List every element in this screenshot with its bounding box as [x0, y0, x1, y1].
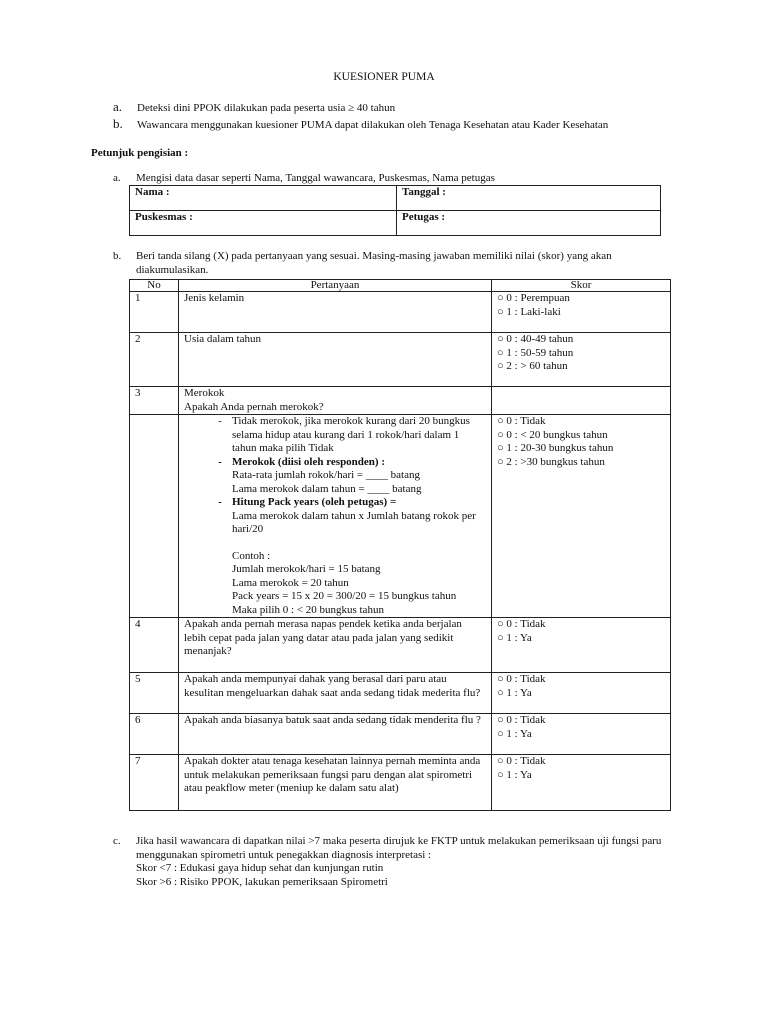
option-item[interactable]: ○ 1 : Ya — [497, 631, 532, 644]
sub-item-title: Hitung Pack years (oleh petugas) = — [232, 496, 397, 508]
score-options — [492, 755, 671, 811]
table-row — [130, 755, 671, 811]
score-options — [492, 292, 671, 333]
petugas-field[interactable]: Petugas : — [397, 211, 661, 236]
table-row — [130, 714, 671, 755]
puskesmas-field[interactable]: Puskesmas : — [130, 211, 397, 236]
example-line: Lama merokok = 20 tahun — [232, 576, 349, 589]
section-text: Mengisi data dasar seperti Nama, Tanggal wawancara, Puskesmas, Nama petugas — [136, 172, 495, 184]
table-header-row — [130, 280, 671, 292]
intro-item — [113, 116, 713, 133]
sub-item-line: Rata-rata jumlah rokok/hari = ____ batang — [232, 469, 420, 481]
score-options — [492, 618, 671, 673]
question-text: Apakah dokter atau tenaga kesehatan lainnya pernah meminta anda untuk melakukan pemeriksaan fungsi paru dengan alat spirometri atau peakflow meter (meniup ke dalam satu alat) — [179, 755, 492, 811]
option-item[interactable]: ○ 0 : Tidak — [497, 714, 546, 726]
option-item[interactable]: ○ 2 : >30 bungkus tahun — [497, 455, 605, 468]
option-item[interactable]: ○ 1 : 50-59 tahun — [497, 346, 574, 359]
example-line: Jumlah merokok/hari = 15 batang — [232, 563, 381, 575]
question-text: Apakah anda pernah merasa napas pendek ketika anda berjalan lebih cepat pada jalan yang datar atau pada jalan yang sedikit menanjak? — [179, 618, 492, 673]
example-block — [232, 550, 486, 618]
score-options — [492, 333, 671, 387]
option-item[interactable]: ○ 0 : Tidak — [497, 755, 546, 767]
option-item[interactable]: ○ 1 : 20-30 bungkus tahun — [497, 442, 614, 454]
option-item[interactable]: ○ 1 : Ya — [497, 768, 532, 781]
section-a — [113, 172, 683, 186]
instructions-heading: Petunjuk pengisian : — [91, 147, 189, 159]
question-line: Merokok — [184, 387, 225, 399]
question-line: Apakah Anda pernah merokok? — [184, 400, 324, 413]
intro-list — [113, 99, 713, 133]
table-row — [130, 673, 671, 714]
intro-marker: b. — [113, 116, 123, 131]
intro-text: Wawancara menggunakan kuesioner PUMA dapat dilakukan oleh Tenaga Kesehatan atau Kader Kesehatan — [137, 119, 609, 131]
basic-data-table — [129, 185, 661, 236]
sub-item — [208, 415, 486, 456]
sub-item-line: Lama merokok dalam tahun x Jumlah batang rokok per hari/20 — [232, 509, 476, 535]
question-number: 3 — [130, 387, 179, 415]
option-item[interactable]: ○ 0 : Perempuan — [497, 292, 570, 304]
option-item[interactable]: ○ 0 : < 20 bungkus tahun — [497, 428, 608, 441]
option-item[interactable]: ○ 1 : Laki-laki — [497, 305, 561, 318]
score-interpretation-line: Skor <7 : Edukasi gaya hidup sehat dan kunjungan rutin — [136, 862, 384, 874]
score-options — [492, 673, 671, 714]
question-text: Jenis kelamin — [179, 292, 492, 333]
table-row — [130, 387, 671, 415]
question-number: 5 — [130, 673, 179, 714]
dash-marker: - — [218, 455, 222, 468]
score-interpretation-line: Skor >6 : Risiko PPOK, lakukan pemeriksaan Spirometri — [136, 875, 388, 888]
sub-item-line: Lama merokok dalam tahun = ____ batang — [232, 482, 422, 495]
section-b — [113, 250, 683, 277]
section-text: Beri tanda silang (X) pada pertanyaan yang sesuai. Masing-masing jawaban memiliki nilai (skor) yang akan diakumulasikan. — [136, 250, 612, 276]
tanggal-field[interactable]: Tanggal : — [397, 186, 661, 211]
option-item[interactable]: ○ 0 : Tidak — [497, 415, 546, 427]
intro-text: Deteksi dini PPOK dilakukan pada peserta usia ≥ 40 tahun — [137, 102, 396, 114]
example-line: Pack years = 15 x 20 = 300/20 = 15 bungkus tahun — [232, 590, 457, 602]
question-number: 1 — [130, 292, 179, 333]
section-marker: a. — [113, 172, 121, 184]
section-c-paragraph: Jika hasil wawancara di dapatkan nilai >7 maka peserta dirujuk ke FKTP untuk melakukan pemeriksaan uji fungsi paru menggunakan spirometri untuk penegakkan diagnosis interpretasi : — [136, 835, 662, 861]
score-options-empty — [492, 387, 671, 415]
header-score: Skor — [492, 280, 671, 292]
question-number-empty — [130, 415, 179, 618]
section-c — [113, 835, 713, 889]
option-item[interactable]: ○ 1 : Ya — [497, 727, 532, 740]
option-item[interactable]: ○ 0 : 40-49 tahun — [497, 333, 574, 345]
header-no: No — [130, 280, 179, 292]
table-row — [130, 333, 671, 387]
sub-item — [208, 496, 486, 537]
example-title: Contoh : — [232, 549, 271, 562]
header-question: Pertanyaan — [179, 280, 492, 292]
intro-marker: a. — [113, 99, 123, 114]
questionnaire-table — [129, 279, 671, 811]
dash-marker: - — [218, 496, 222, 508]
question-number: 6 — [130, 714, 179, 755]
question-text — [179, 387, 492, 415]
option-item[interactable]: ○ 0 : Tidak — [497, 673, 546, 685]
intro-item — [113, 99, 713, 116]
section-marker: b. — [113, 250, 122, 262]
sub-item-text — [232, 496, 486, 537]
page-title: KUESIONER PUMA — [333, 71, 435, 83]
question-number: 2 — [130, 333, 179, 387]
section-text — [136, 835, 713, 889]
table-row — [130, 292, 671, 333]
nama-field[interactable]: Nama : — [130, 186, 397, 211]
table-row — [130, 618, 671, 673]
sub-item-title: Merokok (diisi oleh responden) : — [232, 455, 385, 468]
question-text: Usia dalam tahun — [179, 333, 492, 387]
section-marker: c. — [113, 835, 121, 847]
sub-item-text — [232, 456, 421, 497]
dash-marker: - — [218, 415, 222, 427]
option-item[interactable]: ○ 1 : Ya — [497, 686, 532, 699]
sub-item — [208, 456, 486, 497]
table-row — [130, 415, 671, 618]
question-number: 4 — [130, 618, 179, 673]
sub-item-text: Tidak merokok, jika merokok kurang dari 20 bungkus selama hidup atau kurang dari 1 rokok/hari dalam 1 tahun maka pilih Tidak — [232, 415, 470, 454]
score-options — [492, 714, 671, 755]
option-item[interactable]: ○ 0 : Tidak — [497, 618, 546, 630]
example-line: Maka pilih 0 : < 20 bungkus tahun — [232, 603, 384, 616]
question-text — [179, 415, 492, 618]
question-number: 7 — [130, 755, 179, 811]
score-options — [492, 415, 671, 618]
question-text: Apakah anda biasanya batuk saat anda sedang tidak menderita flu ? — [179, 714, 492, 755]
option-item[interactable]: ○ 2 : > 60 tahun — [497, 360, 568, 372]
question-text: Apakah anda mempunyai dahak yang berasal dari paru atau kesulitan mengeluarkan dahak saat anda sedang tidak mederita flu? — [179, 673, 492, 714]
